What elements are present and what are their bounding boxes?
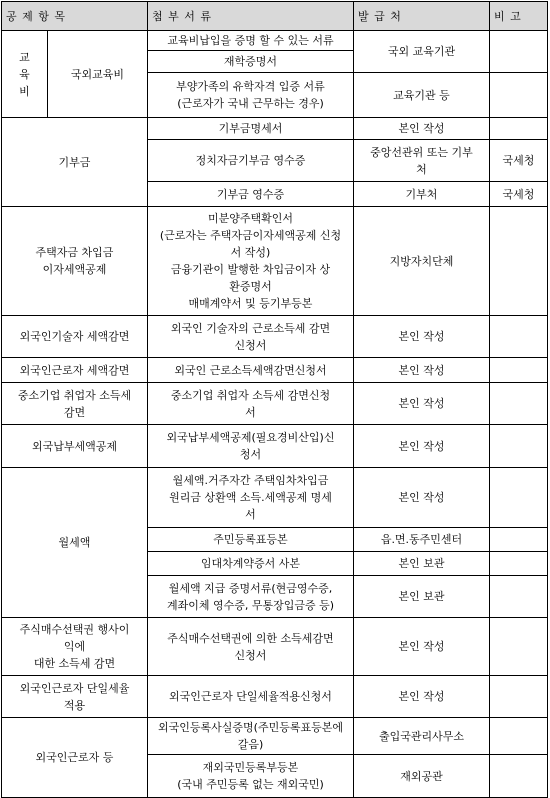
housing-docs: 미분양주택확인서 (근로자는 주택자금이자세액공제 신청 서 작성) 금융기관이 발행한 차입금이자 상 환증명서 매매계약서 및 등기부등본: [148, 207, 354, 316]
table-row: [2, 468, 548, 528]
foreign-workers-note-2: [490, 755, 548, 798]
table-row: [2, 618, 548, 676]
housing-issuer: 지방자치단체: [354, 207, 490, 316]
foreign-worker-reduction-item: 외국인근로자 세액감면: [2, 358, 148, 383]
table-row: [2, 718, 548, 755]
header-issuer: 발 급 처: [354, 2, 490, 31]
table-row: [2, 383, 548, 425]
foreign-worker-reduction-doc: 외국인 근로소득세액감면신청서: [148, 358, 354, 383]
table-row: [2, 358, 548, 383]
header-deduction-item: 공 제 항 목: [2, 2, 148, 31]
rent-note-4: [490, 576, 548, 618]
education-issuer-institution: 교육기관 등: [354, 73, 490, 118]
flat-tax-doc: 외국인근로자 단일세율적용신청서: [148, 676, 354, 718]
sme-note: [490, 383, 548, 425]
education-doc-payment-proof: 교육비납입을 증명 할 수 있는 서류: [148, 31, 354, 51]
flat-tax-item: 외국인근로자 단일세율 적용: [2, 676, 148, 718]
housing-item: 주택자금 차입금 이자세액공제: [2, 207, 148, 316]
donation-issuer-recipient: 기부처: [354, 182, 490, 207]
table-row: [2, 31, 548, 51]
header-row: [2, 2, 548, 31]
rent-issuer-self-keep: 본인 보관: [354, 552, 490, 576]
deduction-documents-table: [1, 1, 548, 798]
education-doc-dependent-qualification: 부양가족의 유학자격 입증 서류 (근로자가 국내 근무하는 경우): [148, 73, 354, 118]
flat-tax-issuer: 본인 작성: [354, 676, 490, 718]
foreign-tax-item: 외국납부세액공제: [2, 425, 148, 468]
education-group-label: 교 육 비: [2, 31, 48, 118]
rent-note-1: [490, 468, 548, 528]
donation-doc-receipt: 기부금 영수증: [148, 182, 354, 207]
rent-doc-statement: 월세액.거주자간 주택임차차입금 원리금 상환액 소득.세액공제 명세 서: [148, 468, 354, 528]
foreign-engineer-doc: 외국인 기술자의 근로소득세 감면 신청서: [148, 316, 354, 358]
foreign-engineer-item: 외국인기술자 세액감면: [2, 316, 148, 358]
stock-option-item: 주식매수선택권 행사이 익에 대한 소득세 감면: [2, 618, 148, 676]
flat-tax-note: [490, 676, 548, 718]
rent-issuer-self-keep-2: 본인 보관: [354, 576, 490, 618]
education-issuer-foreign-institution: 국외 교육기관: [354, 31, 490, 73]
donation-item: 기부금: [2, 118, 148, 207]
table-row: [2, 425, 548, 468]
education-note: [490, 31, 548, 73]
stock-option-note: [490, 618, 548, 676]
rent-note-2: [490, 528, 548, 552]
donation-doc-political-receipt: 정치자금기부금 영수증: [148, 140, 354, 182]
sme-item: 중소기업 취업자 소득세 감면: [2, 383, 148, 425]
rent-doc-resident-register: 주민등록표등본: [148, 528, 354, 552]
donation-note-3: 국세청: [490, 182, 548, 207]
donation-issuer-self: 본인 작성: [354, 118, 490, 140]
sme-doc: 중소기업 취업자 소득세 감면신청 서: [148, 383, 354, 425]
table-row: [2, 118, 548, 140]
document-page: [1, 1, 548, 798]
foreign-workers-item: 외국인근로자 등: [2, 718, 148, 798]
stock-option-doc: 주식매수선택권에 의한 소득세감면 신청서: [148, 618, 354, 676]
donation-note-1: [490, 118, 548, 140]
foreign-workers-issuer-immigration: 출입국관리사무소: [354, 718, 490, 755]
donation-doc-statement: 기부금명세서: [148, 118, 354, 140]
foreign-worker-reduction-note: [490, 358, 548, 383]
housing-note: [490, 207, 548, 316]
foreign-worker-reduction-issuer: 본인 작성: [354, 358, 490, 383]
foreign-workers-note-1: [490, 718, 548, 755]
rent-item: 월세액: [2, 468, 148, 618]
table-row: [2, 207, 548, 316]
rent-note-3: [490, 552, 548, 576]
foreign-engineer-issuer: 본인 작성: [354, 316, 490, 358]
foreign-workers-doc-overseas-register: 재외국민등록부등본 (국내 주민등록 없는 재외국민): [148, 755, 354, 798]
donation-note-2: 국세청: [490, 140, 548, 182]
table-row: [2, 316, 548, 358]
rent-doc-payment-proof: 월세액 지급 증명서류(현금영수증, 계좌이체 영수증, 무통장입금증 등): [148, 576, 354, 618]
foreign-engineer-note: [490, 316, 548, 358]
foreign-tax-note: [490, 425, 548, 468]
education-note-2: [490, 73, 548, 118]
header-remarks: 비 고: [490, 2, 548, 31]
rent-issuer-self: 본인 작성: [354, 468, 490, 528]
rent-doc-lease-copy: 임대차계약증서 사본: [148, 552, 354, 576]
rent-issuer-community-center: 읍.면.동주민센터: [354, 528, 490, 552]
donation-issuer-election-commission: 중앙선관위 또는 기부 처: [354, 140, 490, 182]
foreign-tax-doc: 외국납부세액공제(필요경비산입)신 청서: [148, 425, 354, 468]
education-item: 국외교육비: [48, 31, 148, 118]
header-attached-documents: 첨 부 서 류: [148, 2, 354, 31]
foreign-workers-doc-registration: 외국인등록사실증명(주민등록표등본에 갈음): [148, 718, 354, 755]
foreign-tax-issuer: 본인 작성: [354, 425, 490, 468]
education-doc-enrollment: 재학증명서: [148, 51, 354, 73]
sme-issuer: 본인 작성: [354, 383, 490, 425]
table-row: [2, 676, 548, 718]
stock-option-issuer: 본인 작성: [354, 618, 490, 676]
foreign-workers-issuer-embassy: 재외공관: [354, 755, 490, 798]
